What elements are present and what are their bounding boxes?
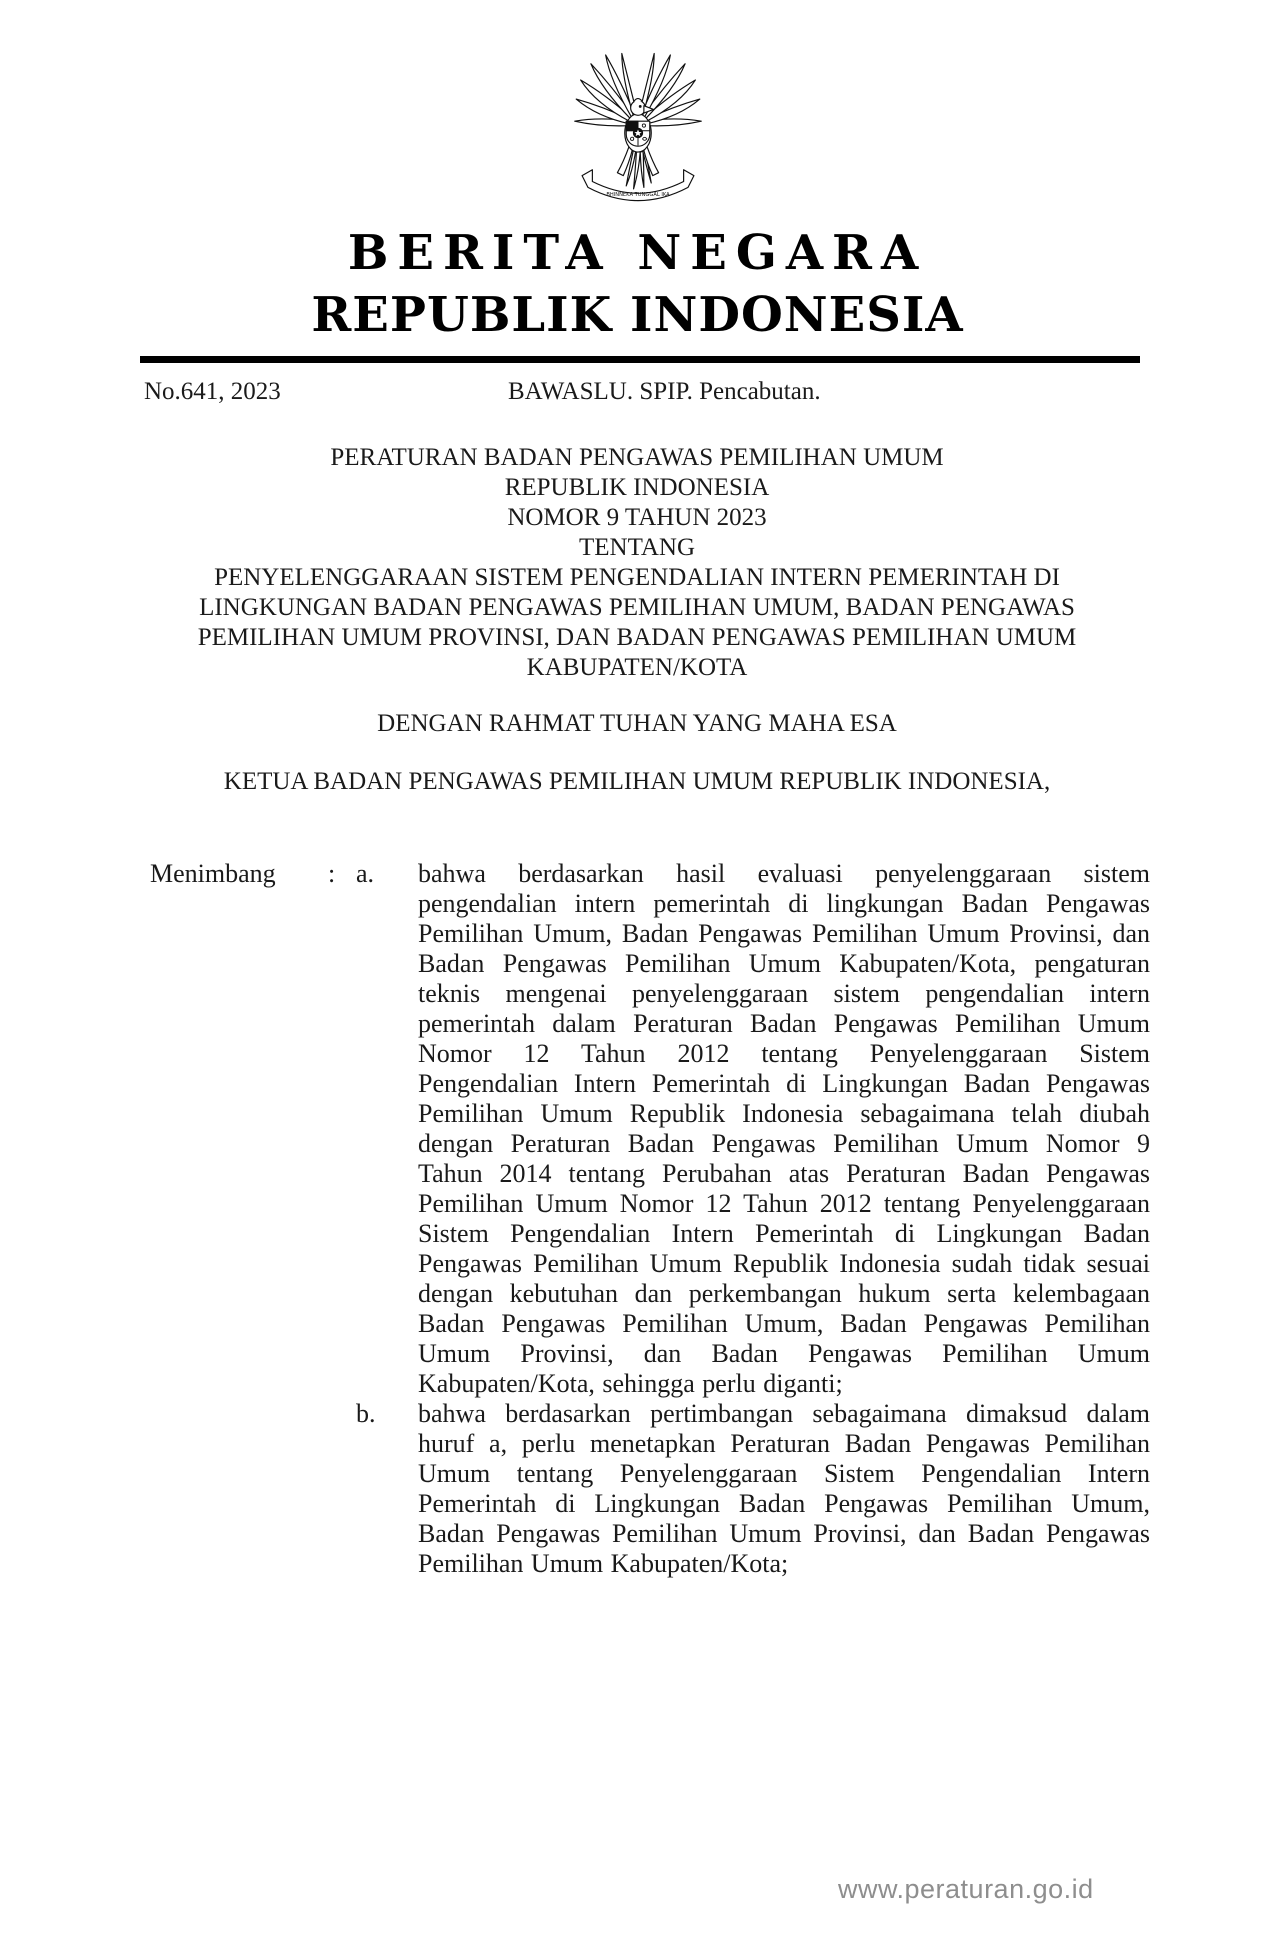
gazette-title-line1: BERITA NEGARA bbox=[347, 225, 928, 281]
consideration-letter: a. bbox=[356, 859, 375, 888]
consideration-item-b bbox=[150, 1399, 1150, 1579]
consideration-text: bahwa berdasarkan hasil evaluasi penyelenggaraan sistem pengendalian intern pemerintah di lingkungan Badan Pengawas Pemilihan Umum, Badan Pengawas Pemilihan Umum Provinsi, dan Badan Pengawas Pemilihan Umum Kabupaten/Kota, pengaturan teknis mengenai penyelenggaraan sistem pengendalian intern pemerintah dalam Peraturan Badan Pengawas Pemilihan Umum Nomor 12 Tahun 2012 tentang Penyelenggaraan Sistem Pengendalian Intern Pemerintah di Lingkungan Badan Pengawas Pemilihan Umum Republik Indonesia sebagaimana telah diubah dengan Peraturan Badan Pengawas Pemilihan Umum Nomor 9 Tahun 2014 tentang Perubahan atas Peraturan Badan Pengawas Pemilihan Umum Nomor 12 Tahun 2012 tentang Penyelenggaraan Sistem Pengendalian Intern Pemerintah di Lingkungan Badan Pengawas Pemilihan Umum Republik Indonesia sudah tidak sesuai dengan kebutuhan dan perkembangan hukum serta kelembagaan Badan Pengawas Pemilihan Umum, Badan Pengawas Pemilihan Umum Provinsi, dan Badan Pengawas Pemilihan Umum Kabupaten/Kota, sehingga perlu diganti; bbox=[418, 859, 1150, 1398]
regulation-title-line: LINGKUNGAN BADAN PENGAWAS PEMILIHAN UMUM, BADAN PENGAWAS bbox=[199, 594, 1075, 621]
considerations-label: Menimbang bbox=[150, 859, 276, 888]
issue-line bbox=[140, 378, 1140, 410]
regulation-title-line: NOMOR 9 TAHUN 2023 bbox=[507, 504, 767, 531]
regulation-title-line: KABUPATEN/KOTA bbox=[526, 654, 748, 681]
considerations-section bbox=[150, 859, 1150, 1579]
masthead-divider bbox=[140, 356, 1140, 363]
issue-number: No.641, 2023 bbox=[144, 378, 281, 405]
issuing-official-line: KETUA BADAN PENGAWAS PEMILIHAN UMUM REPUBLIK INDONESIA, bbox=[223, 768, 1051, 795]
consideration-letter: b. bbox=[356, 1399, 376, 1428]
invocation-line: DENGAN RAHMAT TUHAN YANG MAHA ESA bbox=[377, 710, 897, 737]
issue-subject: BAWASLU. SPIP. Pencabutan. bbox=[508, 378, 821, 405]
regulation-title-line: TENTANG bbox=[578, 534, 696, 561]
regulation-title-line: PENYELENGGARAAN SISTEM PENGENDALIAN INTERN PEMERINTAH DI bbox=[214, 564, 1060, 591]
emblem-motto-text: BHINNEKA TUNGGAL IKA bbox=[605, 192, 670, 199]
regulation-title-line: PEMILIHAN UMUM PROVINSI, DAN BADAN PENGAWAS PEMILIHAN UMUM bbox=[197, 624, 1077, 651]
regulation-title-line: PERATURAN BADAN PENGAWAS PEMILIHAN UMUM bbox=[330, 444, 944, 471]
considerations-separator: : bbox=[328, 859, 336, 888]
consideration-text: bahwa berdasarkan pertimbangan sebagaimana dimaksud dalam huruf a, perlu menetapkan Peraturan Badan Pengawas Pemilihan Umum tentang Penyelenggaraan Sistem Pengendalian Intern Pemerintah di Lingkungan Badan Pengawas Pemilihan Umum, Badan Pengawas Pemilihan Umum Provinsi, dan Badan Pengawas Pemilihan Umum Kabupaten/Kota; bbox=[418, 1399, 1150, 1578]
consideration-item-a bbox=[150, 859, 1150, 1399]
regulation-title-block bbox=[134, 443, 1140, 683]
gazette-masthead bbox=[0, 222, 1275, 346]
garuda-pancasila-emblem bbox=[563, 52, 713, 208]
gazette-title-line2: REPUBLIK INDONESIA bbox=[311, 287, 964, 343]
regulation-title-line: REPUBLIK INDONESIA bbox=[504, 474, 770, 501]
source-url-watermark: www.peraturan.go.id bbox=[838, 1874, 1094, 1904]
garuda-pancasila-icon bbox=[563, 52, 713, 208]
